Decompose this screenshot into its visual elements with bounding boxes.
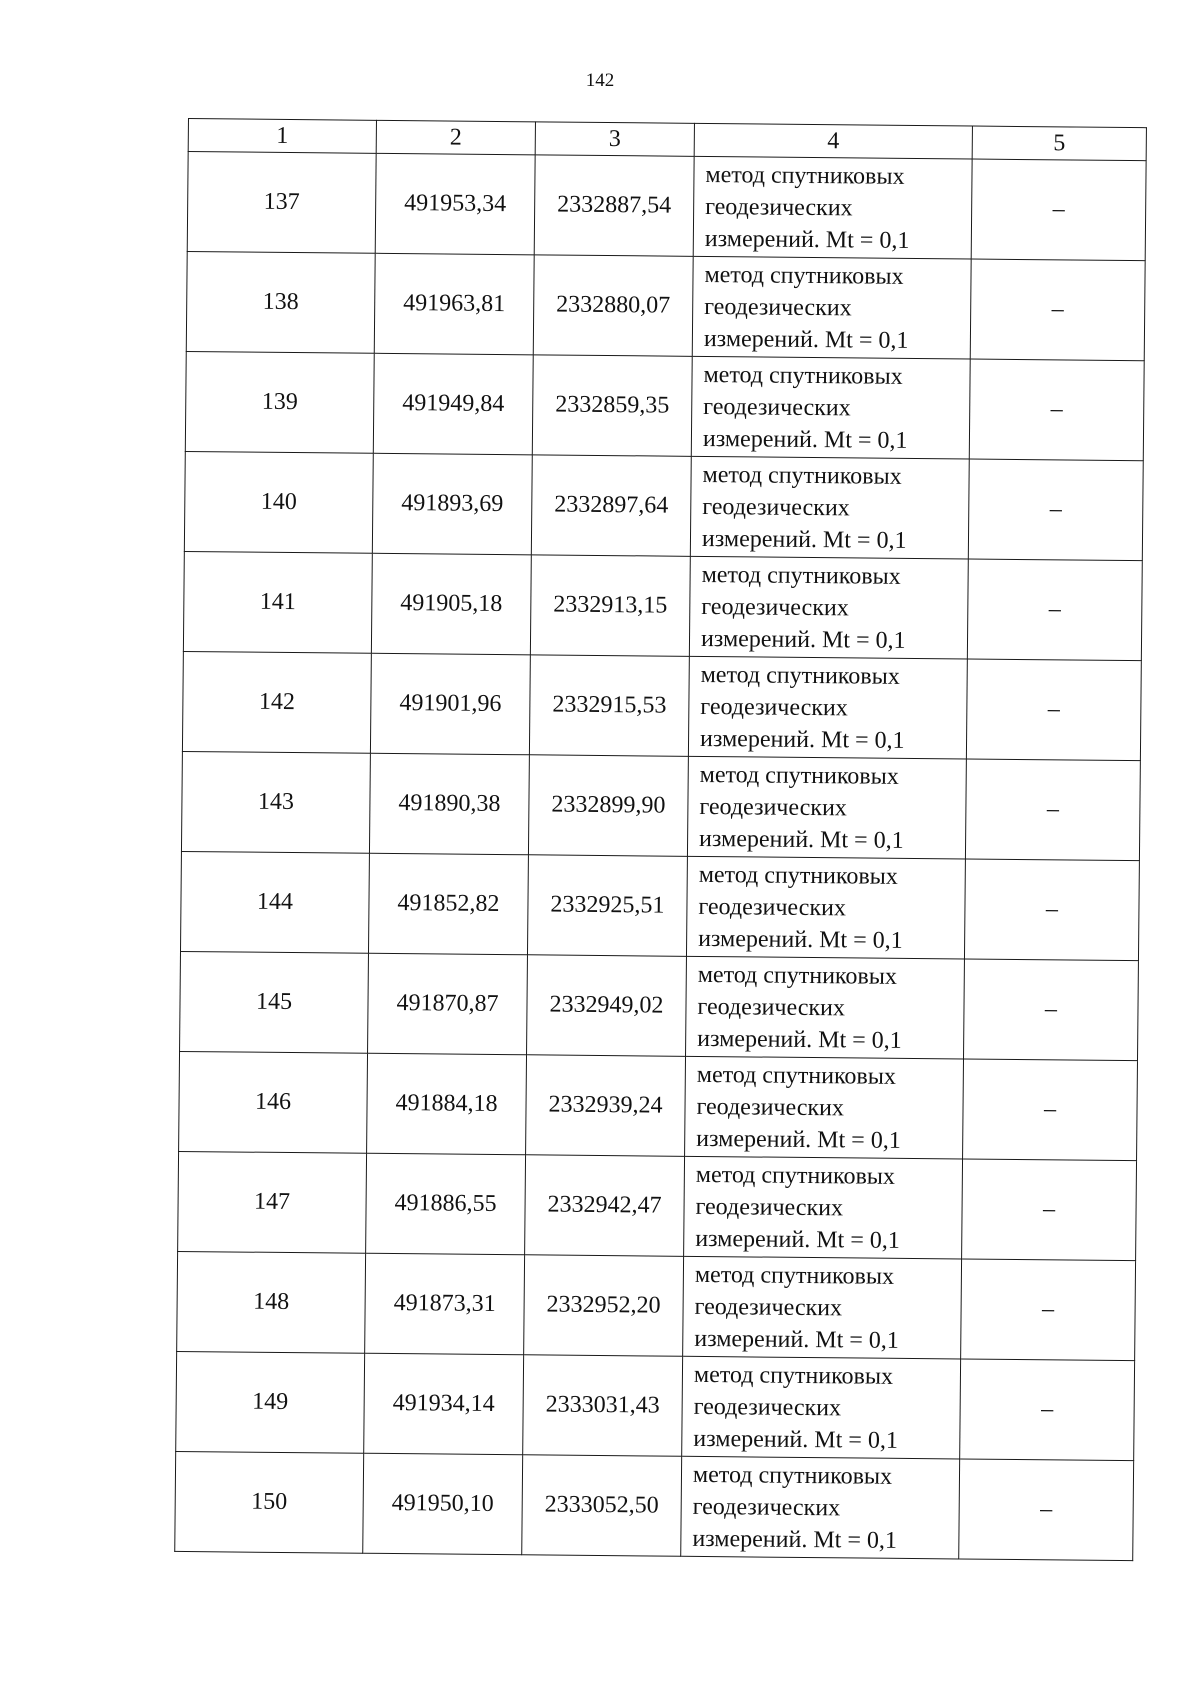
- x-coordinate-cell: 491901,96: [370, 653, 530, 755]
- method-line: метод спутниковых: [700, 661, 900, 690]
- x-coordinate-cell: 491852,82: [368, 853, 528, 955]
- method-line: геодезических: [704, 293, 852, 321]
- column-header-3: 3: [535, 122, 694, 157]
- method-line: метод спутниковых: [697, 961, 898, 990]
- note-cell: –: [970, 259, 1145, 361]
- method-cell: [692, 256, 971, 359]
- method-line: геодезических: [700, 693, 848, 721]
- note-cell: –: [964, 859, 1139, 961]
- method-line: измерений. Mt = 0,1: [702, 425, 908, 454]
- table-row: [175, 1451, 1134, 1560]
- table-row: [185, 351, 1144, 460]
- method-cell: [691, 356, 970, 459]
- method-line: геодезических: [701, 593, 849, 621]
- method-line: измерений. Mt = 0,1: [701, 525, 907, 554]
- method-line: геодезических: [698, 893, 847, 921]
- note-cell: –: [963, 1059, 1138, 1161]
- page-number: 142: [585, 70, 615, 91]
- y-coordinate-cell: 2332952,20: [524, 1255, 684, 1357]
- y-coordinate-cell: 2332897,64: [531, 455, 691, 557]
- x-coordinate-cell: 491890,38: [369, 753, 529, 855]
- method-line: метод спутниковых: [696, 1061, 897, 1090]
- table-row: [183, 551, 1142, 660]
- method-line: геодезических: [705, 193, 853, 221]
- y-coordinate-cell: 2332915,53: [529, 655, 689, 757]
- method-cell: [681, 1456, 960, 1559]
- point-number-cell: 143: [181, 751, 370, 853]
- note-cell: –: [969, 359, 1144, 461]
- coordinates-table-container: [174, 118, 1146, 1561]
- x-coordinate-cell: 491963,81: [374, 253, 534, 355]
- table-row: [181, 751, 1140, 860]
- y-coordinate-cell: 2332887,54: [534, 155, 694, 257]
- column-header-1: 1: [188, 119, 376, 154]
- method-line: геодезических: [692, 1493, 841, 1521]
- method-line: геодезических: [693, 1393, 842, 1421]
- table-row: [180, 951, 1139, 1060]
- x-coordinate-cell: 491884,18: [367, 1053, 527, 1155]
- method-line: измерений. Mt = 0,1: [694, 1325, 899, 1354]
- method-line: геодезических: [703, 393, 851, 421]
- y-coordinate-cell: 2332880,07: [533, 255, 693, 357]
- method-line: измерений. Mt = 0,1: [704, 225, 910, 254]
- note-cell: –: [962, 1159, 1137, 1261]
- method-line: геодезических: [696, 1093, 845, 1121]
- method-line: геодезических: [695, 1193, 844, 1221]
- note-cell: –: [960, 1359, 1135, 1461]
- method-line: метод спутниковых: [704, 261, 904, 290]
- table-body: [175, 152, 1146, 1561]
- point-number-cell: 149: [176, 1351, 365, 1453]
- x-coordinate-cell: 491905,18: [371, 553, 531, 655]
- method-line: измерений. Mt = 0,1: [698, 925, 903, 954]
- method-line: измерений. Mt = 0,1: [692, 1525, 898, 1554]
- x-coordinate-cell: 491953,34: [375, 153, 535, 255]
- y-coordinate-cell: 2332939,24: [526, 1055, 686, 1157]
- method-cell: [685, 1056, 964, 1159]
- column-header-5: 5: [972, 126, 1146, 161]
- x-coordinate-cell: 491893,69: [372, 453, 532, 555]
- note-cell: –: [959, 1459, 1134, 1561]
- method-line: метод спутниковых: [698, 861, 898, 890]
- method-line: метод спутниковых: [695, 1161, 896, 1190]
- table-row: [187, 152, 1146, 261]
- point-number-cell: 140: [184, 451, 373, 553]
- method-cell: [693, 156, 972, 259]
- method-line: измерений. Mt = 0,1: [697, 1025, 902, 1054]
- y-coordinate-cell: 2332942,47: [525, 1155, 685, 1257]
- x-coordinate-cell: 491949,84: [373, 353, 533, 455]
- note-cell: –: [968, 459, 1143, 561]
- point-number-cell: 145: [180, 951, 369, 1053]
- table-row: [176, 1351, 1135, 1460]
- y-coordinate-cell: 2332913,15: [530, 555, 690, 657]
- table-row: [186, 251, 1145, 360]
- x-coordinate-cell: 491886,55: [366, 1153, 526, 1255]
- method-line: измерений. Mt = 0,1: [693, 1425, 899, 1454]
- point-number-cell: 146: [179, 1051, 368, 1153]
- method-line: измерений. Mt = 0,1: [700, 625, 906, 654]
- column-header-4: 4: [694, 123, 972, 159]
- note-cell: –: [967, 559, 1142, 661]
- method-line: метод спутниковых: [702, 461, 902, 490]
- x-coordinate-cell: 491870,87: [368, 953, 528, 1055]
- table-row: [180, 851, 1139, 960]
- point-number-cell: 148: [177, 1251, 366, 1353]
- method-line: измерений. Mt = 0,1: [703, 325, 909, 354]
- method-line: измерений. Mt = 0,1: [695, 1225, 900, 1254]
- method-cell: [684, 1156, 963, 1259]
- method-line: метод спутниковых: [703, 361, 903, 390]
- note-cell: –: [961, 1259, 1136, 1361]
- method-line: метод спутниковых: [693, 1361, 894, 1390]
- method-cell: [687, 756, 966, 859]
- method-cell: [682, 1356, 961, 1459]
- method-line: геодезических: [697, 993, 846, 1021]
- method-line: геодезических: [702, 493, 850, 521]
- method-line: метод спутниковых: [694, 1261, 895, 1290]
- point-number-cell: 142: [182, 651, 371, 753]
- point-number-cell: 138: [186, 251, 375, 353]
- coordinates-table: [174, 118, 1147, 1561]
- x-coordinate-cell: 491934,14: [364, 1353, 524, 1455]
- table-row: [178, 1151, 1137, 1260]
- method-cell: [690, 456, 969, 559]
- method-line: геодезических: [694, 1293, 843, 1321]
- point-number-cell: 144: [180, 851, 369, 953]
- table-row: [184, 451, 1143, 560]
- method-line: метод спутниковых: [692, 1461, 893, 1490]
- method-line: геодезических: [699, 793, 847, 821]
- point-number-cell: 141: [183, 551, 372, 653]
- method-cell: [683, 1256, 962, 1359]
- table-row: [177, 1251, 1136, 1360]
- y-coordinate-cell: 2332859,35: [532, 355, 692, 457]
- point-number-cell: 139: [185, 351, 374, 453]
- method-line: метод спутниковых: [699, 761, 899, 790]
- method-line: измерений. Mt = 0,1: [699, 725, 905, 754]
- table-row: [179, 1051, 1138, 1160]
- note-cell: –: [965, 759, 1140, 861]
- method-cell: [686, 956, 965, 1059]
- method-cell: [688, 656, 967, 759]
- table-row: [182, 651, 1141, 760]
- y-coordinate-cell: 2332925,51: [527, 855, 687, 957]
- method-line: измерений. Mt = 0,1: [696, 1125, 901, 1154]
- y-coordinate-cell: 2332899,90: [528, 755, 688, 857]
- note-cell: –: [971, 159, 1146, 261]
- y-coordinate-cell: 2333031,43: [523, 1355, 683, 1457]
- point-number-cell: 147: [178, 1151, 367, 1253]
- method-line: метод спутниковых: [705, 161, 905, 190]
- x-coordinate-cell: 491950,10: [363, 1453, 523, 1555]
- x-coordinate-cell: 491873,31: [365, 1253, 525, 1355]
- y-coordinate-cell: 2333052,50: [522, 1455, 682, 1557]
- note-cell: –: [966, 659, 1141, 761]
- point-number-cell: 137: [187, 152, 376, 254]
- y-coordinate-cell: 2332949,02: [527, 955, 687, 1057]
- method-line: метод спутниковых: [701, 561, 901, 590]
- point-number-cell: 150: [175, 1451, 364, 1553]
- method-line: измерений. Mt = 0,1: [698, 825, 904, 854]
- column-header-2: 2: [376, 120, 535, 155]
- method-cell: [686, 856, 965, 959]
- note-cell: –: [964, 959, 1139, 1061]
- method-cell: [689, 556, 968, 659]
